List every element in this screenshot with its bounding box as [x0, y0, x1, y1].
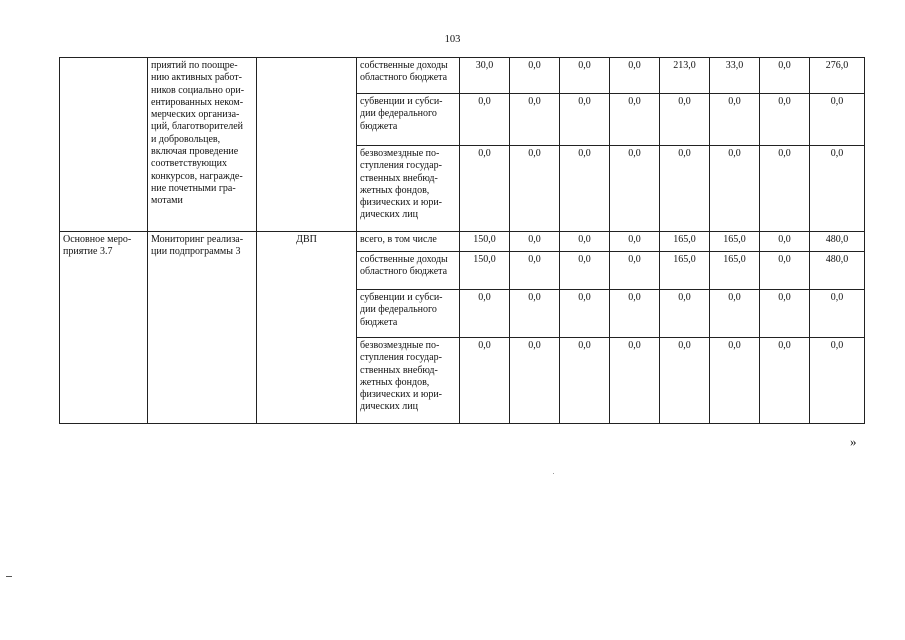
- amount-cell: 0,0: [560, 338, 610, 424]
- amount-cell: 0,0: [460, 94, 510, 146]
- amount-cell: 0,0: [710, 146, 760, 232]
- amount-cell: 0,0: [560, 290, 610, 338]
- funding-source-cell: всего, в том числе: [357, 232, 460, 252]
- amount-cell: 0,0: [760, 94, 810, 146]
- amount-cell: 0,0: [560, 252, 610, 290]
- amount-cell: 480,0: [810, 252, 865, 290]
- amount-cell: 0,0: [660, 94, 710, 146]
- amount-cell: 0,0: [710, 338, 760, 424]
- funding-table: [59, 57, 865, 424]
- amount-cell: 0,0: [610, 94, 660, 146]
- amount-cell: 0,0: [760, 146, 810, 232]
- amount-cell: 0,0: [610, 58, 660, 94]
- amount-cell: 0,0: [610, 232, 660, 252]
- amount-cell: 0,0: [660, 146, 710, 232]
- amount-cell: 0,0: [510, 232, 560, 252]
- amount-cell: 30,0: [460, 58, 510, 94]
- amount-cell: 150,0: [460, 232, 510, 252]
- amount-cell: 0,0: [510, 252, 560, 290]
- funding-source-cell: субвенции и субси- дии федерального бюджета: [357, 94, 460, 146]
- amount-cell: 0,0: [510, 58, 560, 94]
- amount-cell: 150,0: [460, 252, 510, 290]
- amount-cell: 0,0: [510, 338, 560, 424]
- amount-cell: 0,0: [760, 290, 810, 338]
- amount-cell: 0,0: [560, 146, 610, 232]
- scan-speck: [553, 473, 554, 474]
- amount-cell: 0,0: [760, 232, 810, 252]
- measure-cell: Мониторинг реализа- ции подпрограммы 3: [148, 232, 257, 424]
- executor-cell: [257, 58, 357, 232]
- funding-source-cell: субвенции и субси- дии федерального бюджета: [357, 290, 460, 338]
- measure-cell: приятий по поощре- нию активных работ- ников социально ори- ентированных неком- мерческих организа- ций, благотворителей и добровольцев, включая проведение соответствующих конкурсов, награжде- ние почетными гра- мотами: [148, 58, 257, 232]
- amount-cell: 0,0: [460, 338, 510, 424]
- amount-cell: 0,0: [460, 290, 510, 338]
- page-number: 103: [444, 34, 461, 45]
- amount-cell: 276,0: [810, 58, 865, 94]
- table-body: [60, 58, 865, 424]
- amount-cell: 0,0: [660, 338, 710, 424]
- amount-cell: 0,0: [510, 290, 560, 338]
- margin-mark: [6, 576, 12, 577]
- amount-cell: 0,0: [510, 146, 560, 232]
- funding-source-cell: безвозмездные по- ступления государ- ственных внебюд- жетных фондов, физических и юри- дических лиц: [357, 146, 460, 232]
- amount-cell: 0,0: [560, 58, 610, 94]
- amount-cell: 165,0: [710, 232, 760, 252]
- executor-cell: ДВП: [257, 232, 357, 424]
- row-label-cell: Основное меро- приятие 3.7: [60, 232, 148, 424]
- amount-cell: 0,0: [760, 252, 810, 290]
- amount-cell: 0,0: [610, 290, 660, 338]
- amount-cell: 0,0: [760, 58, 810, 94]
- funding-source-cell: собственные доходы областного бюджета: [357, 252, 460, 290]
- amount-cell: 0,0: [810, 290, 865, 338]
- amount-cell: 0,0: [810, 338, 865, 424]
- table-row: [60, 58, 865, 94]
- row-label-cell: [60, 58, 148, 232]
- amount-cell: 165,0: [660, 232, 710, 252]
- amount-cell: 0,0: [560, 94, 610, 146]
- amount-cell: 0,0: [560, 232, 610, 252]
- amount-cell: 213,0: [660, 58, 710, 94]
- amount-cell: 165,0: [660, 252, 710, 290]
- continuation-mark: »: [850, 434, 857, 449]
- amount-cell: 480,0: [810, 232, 865, 252]
- amount-cell: 0,0: [810, 146, 865, 232]
- funding-source-cell: собственные доходы областного бюджета: [357, 58, 460, 94]
- amount-cell: 0,0: [610, 146, 660, 232]
- amount-cell: 0,0: [610, 252, 660, 290]
- funding-source-cell: безвозмездные по- ступления государ- ственных внебюд- жетных фондов, физических и юри- дических лиц: [357, 338, 460, 424]
- amount-cell: 0,0: [760, 338, 810, 424]
- amount-cell: 0,0: [510, 94, 560, 146]
- amount-cell: 0,0: [460, 146, 510, 232]
- amount-cell: 0,0: [710, 94, 760, 146]
- table-row: [60, 232, 865, 252]
- amount-cell: 0,0: [710, 290, 760, 338]
- amount-cell: 0,0: [610, 338, 660, 424]
- amount-cell: 165,0: [710, 252, 760, 290]
- amount-cell: 0,0: [660, 290, 710, 338]
- amount-cell: 33,0: [710, 58, 760, 94]
- amount-cell: 0,0: [810, 94, 865, 146]
